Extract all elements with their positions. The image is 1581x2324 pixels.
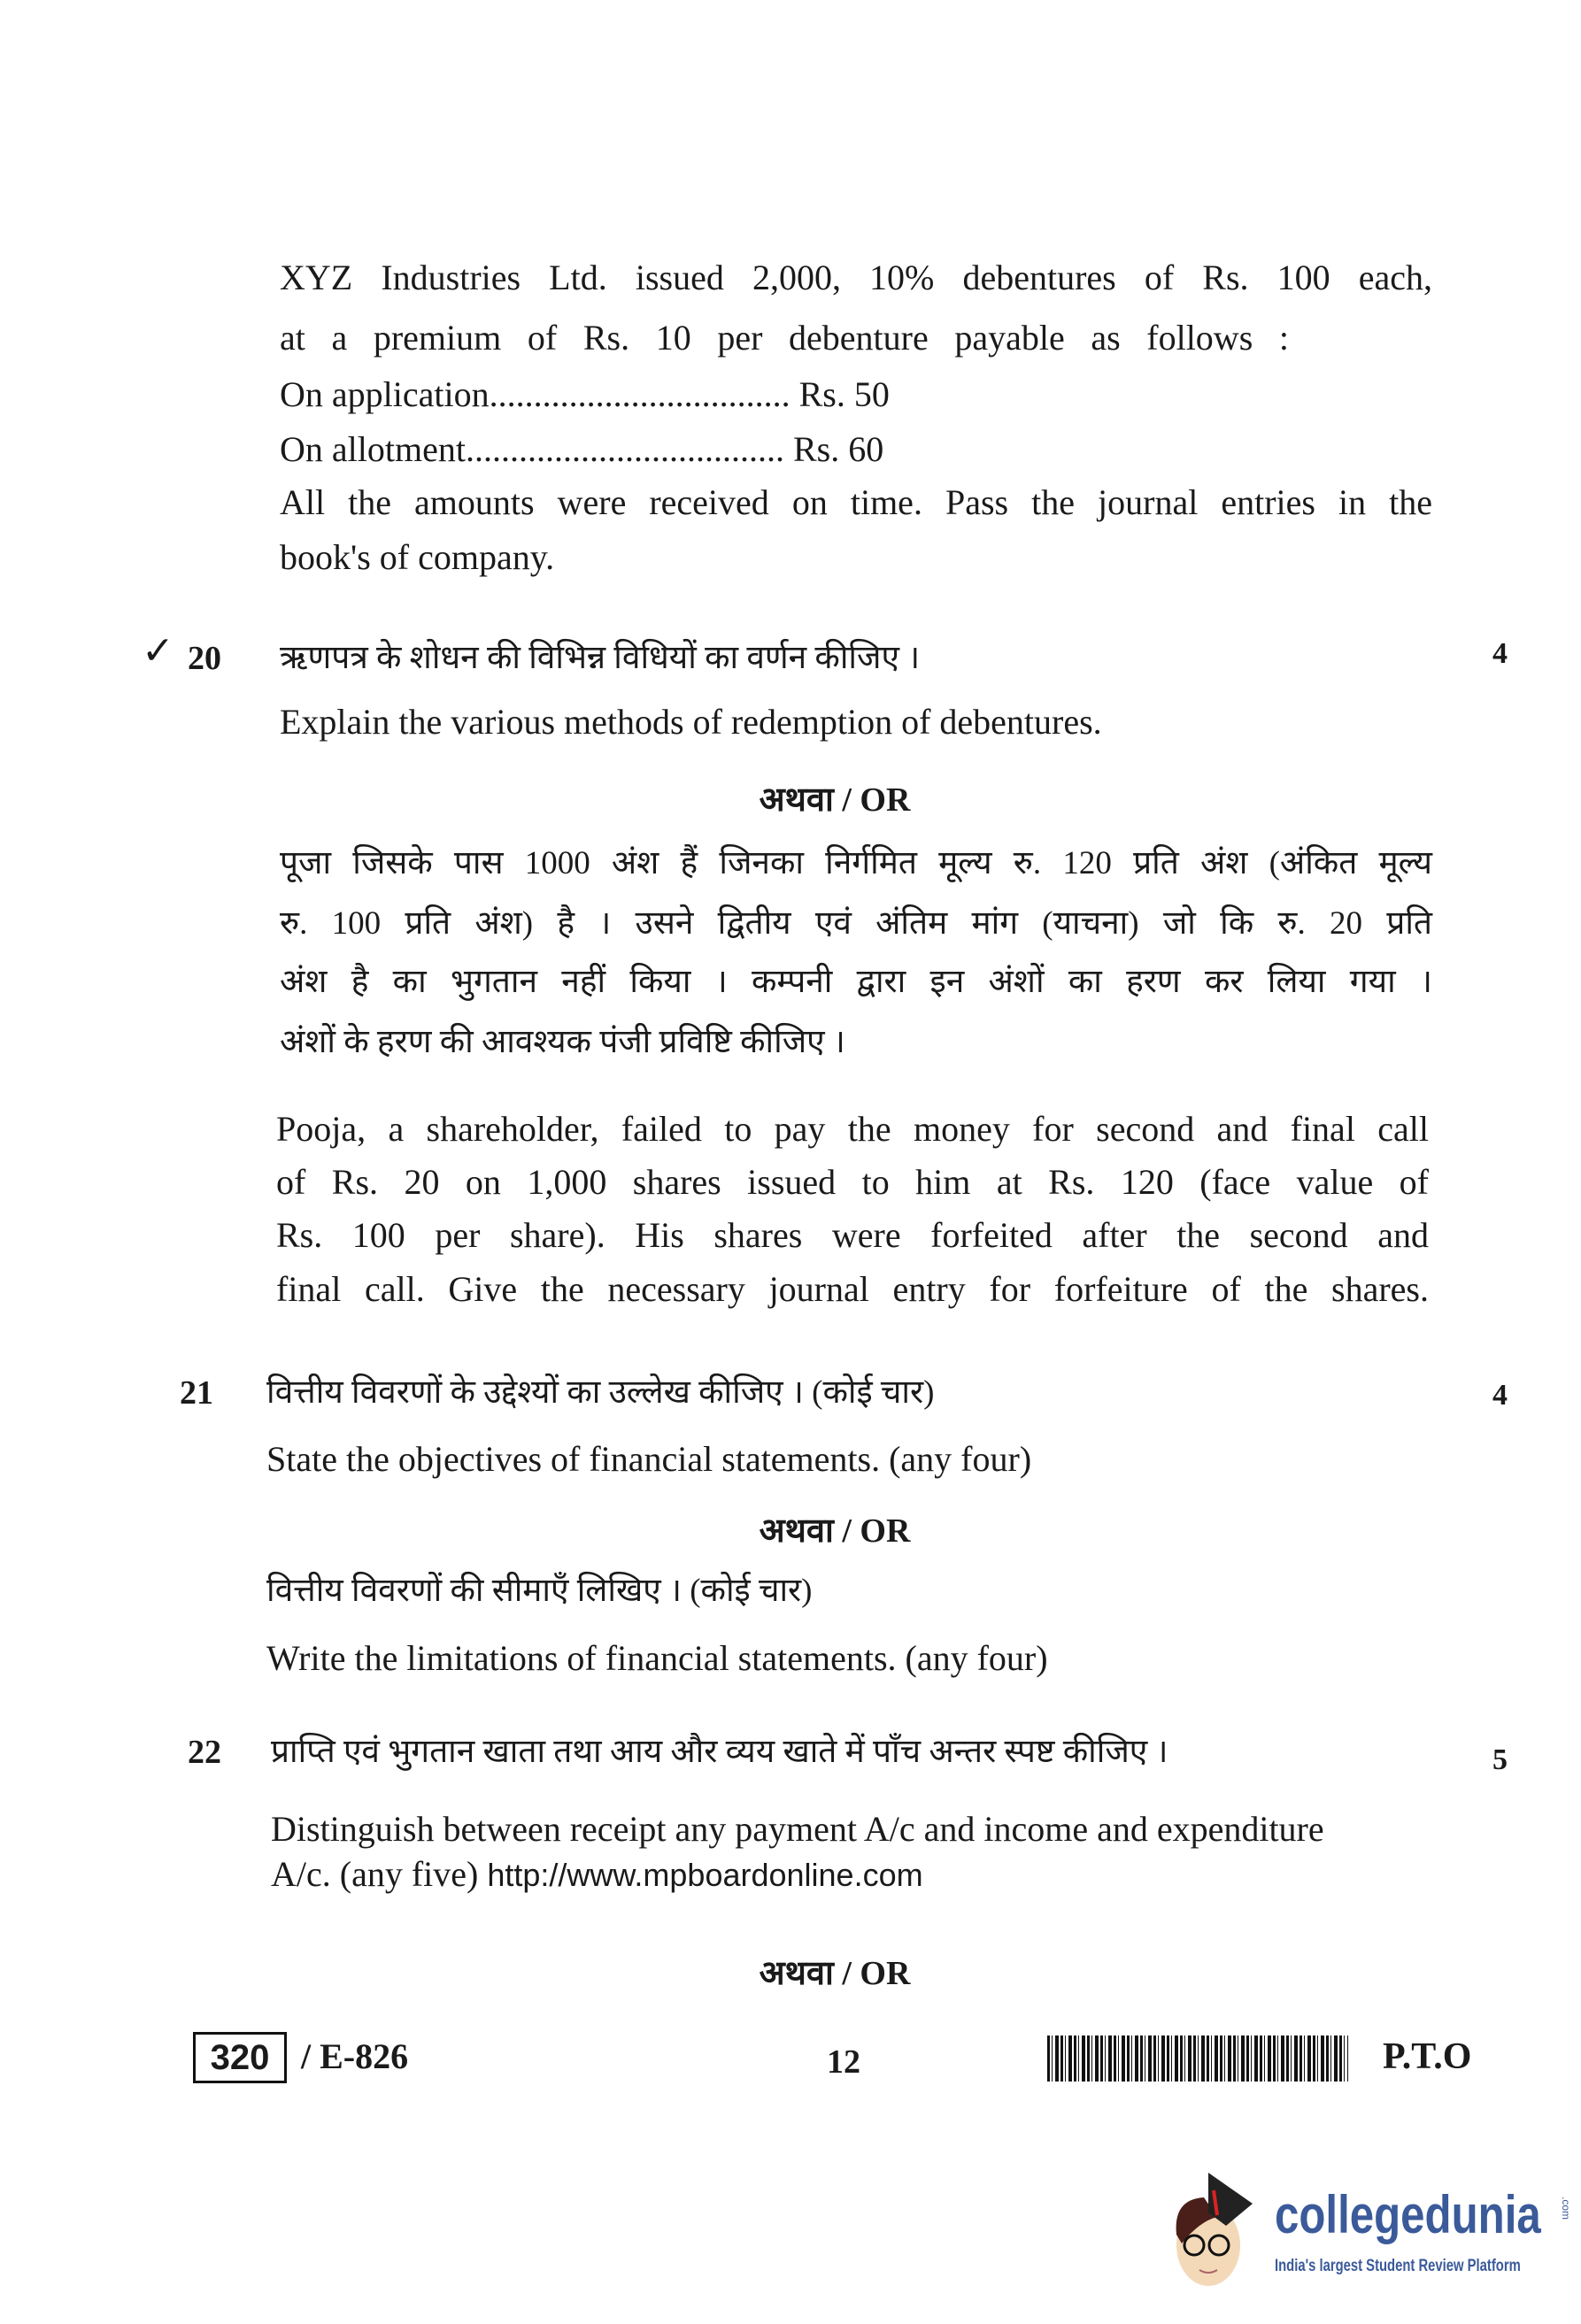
or-separator: अथवा / OR	[759, 1512, 911, 1550]
mascot-icon	[1164, 2173, 1261, 2292]
q20-marks: 4	[1492, 637, 1508, 670]
q22-english-2	[271, 1853, 923, 1897]
q20-hindi: ऋणपत्र के शोधन की विभिन्न विधियों का वर्णन कीजिए ।	[280, 640, 921, 676]
pto-label: P.T.O	[1383, 2036, 1472, 2077]
schedule-dots: ..................................	[489, 374, 790, 414]
paper-code: / E-826	[301, 2036, 409, 2076]
schedule-label: On application	[280, 374, 490, 414]
brand-tagline: India's largest Student Review Platform	[1275, 2257, 1521, 2275]
q20-alt-hindi-4: अंशों के हरण की आवश्यक पंजी प्रविष्टि कीजिए ।	[280, 1024, 845, 1060]
q20-english: Explain the various methods of redemption of debentures.	[280, 702, 1102, 742]
q20-alt-hindi-3: अंश है का भुगतान नहीं किया । कम्पनी द्वारा इन अंशों का हरण कर लिया गया ।	[280, 964, 1432, 1000]
schedule-amount: Rs. 50	[798, 374, 890, 414]
q21-hindi: वित्तीय विवरणों के उद्देश्यों का उल्लेख कीजिए । (कोई चार)	[266, 1374, 935, 1411]
schedule-amount: Rs. 60	[792, 429, 884, 469]
barcode-icon	[1047, 2035, 1348, 2082]
q22-english-2-text: A/c. (any five)	[271, 1854, 479, 1894]
question-number: 20	[188, 640, 221, 677]
q19-line-2: at a premium of Rs. 10 per debenture payable as follows :	[280, 318, 1289, 358]
question-number: 22	[188, 1734, 221, 1771]
schedule-application	[280, 373, 890, 416]
q19-line-3: All the amounts were received on time. Pass the journal entries in the	[280, 482, 1432, 522]
brand-suffix: .com	[1560, 2197, 1572, 2220]
q21-alt-hindi: वित्तीय विवरणों की सीमाएँ लिखिए । (कोई चार)	[266, 1573, 813, 1609]
schedule-label: On allotment	[280, 429, 466, 469]
q21-marks: 4	[1492, 1379, 1508, 1412]
or-separator: अथवा / OR	[759, 1955, 911, 1992]
q20-alt-hindi-2: रु. 100 प्रति अंश) है । उसने द्वितीय एवं अंतिम मांग (याचना) जो कि रु. 20 प्रति	[280, 905, 1432, 942]
q20-alt-hindi-1: पूजा जिसके पास 1000 अंश हैं जिनका निर्गमित मूल्य रु. 120 प्रति अंश (अंकित मूल्य	[280, 845, 1432, 881]
brand-logo: collegedunia	[1275, 2185, 1541, 2244]
q20-alt-english-4: final call. Give the necessary journal entry for forfeiture of the shares.	[276, 1269, 1429, 1309]
q20-alt-english-1: Pooja, a shareholder, failed to pay the money for second and final call	[276, 1109, 1429, 1149]
question-number: 21	[180, 1374, 213, 1412]
q22-hindi: प्राप्ति एवं भुगतान खाता तथा आय और व्यय खाते में पाँच अन्तर स्पष्ट कीजिए ।	[271, 1734, 1168, 1770]
schedule-dots: ....................................	[465, 429, 784, 469]
q19-line-1: XYZ Industries Ltd. issued 2,000, 10% debentures of Rs. 100 each,	[280, 258, 1432, 297]
or-separator: अथवा / OR	[759, 781, 911, 819]
check-mark-icon: ✓	[142, 629, 174, 673]
q21-alt-english: Write the limitations of financial statements. (any four)	[266, 1638, 1048, 1678]
code-box: 320	[193, 2032, 287, 2083]
q22-marks: 5	[1492, 1743, 1508, 1776]
q21-english: State the objectives of financial statements. (any four)	[266, 1439, 1032, 1479]
page-number: 12	[827, 2043, 860, 2081]
website-link[interactable]: http://www.mpboardonline.com	[487, 1857, 923, 1893]
q20-alt-english-2: of Rs. 20 on 1,000 shares issued to him at Rs. 120 (face value of	[276, 1162, 1429, 1202]
q22-english-1: Distinguish between receipt any payment A/c and income and expenditure	[271, 1809, 1324, 1849]
q20-alt-english-3: Rs. 100 per share). His shares were forfeited after the second and	[276, 1215, 1429, 1255]
q19-line-4: book's of company.	[280, 537, 555, 577]
schedule-allotment	[280, 428, 883, 471]
